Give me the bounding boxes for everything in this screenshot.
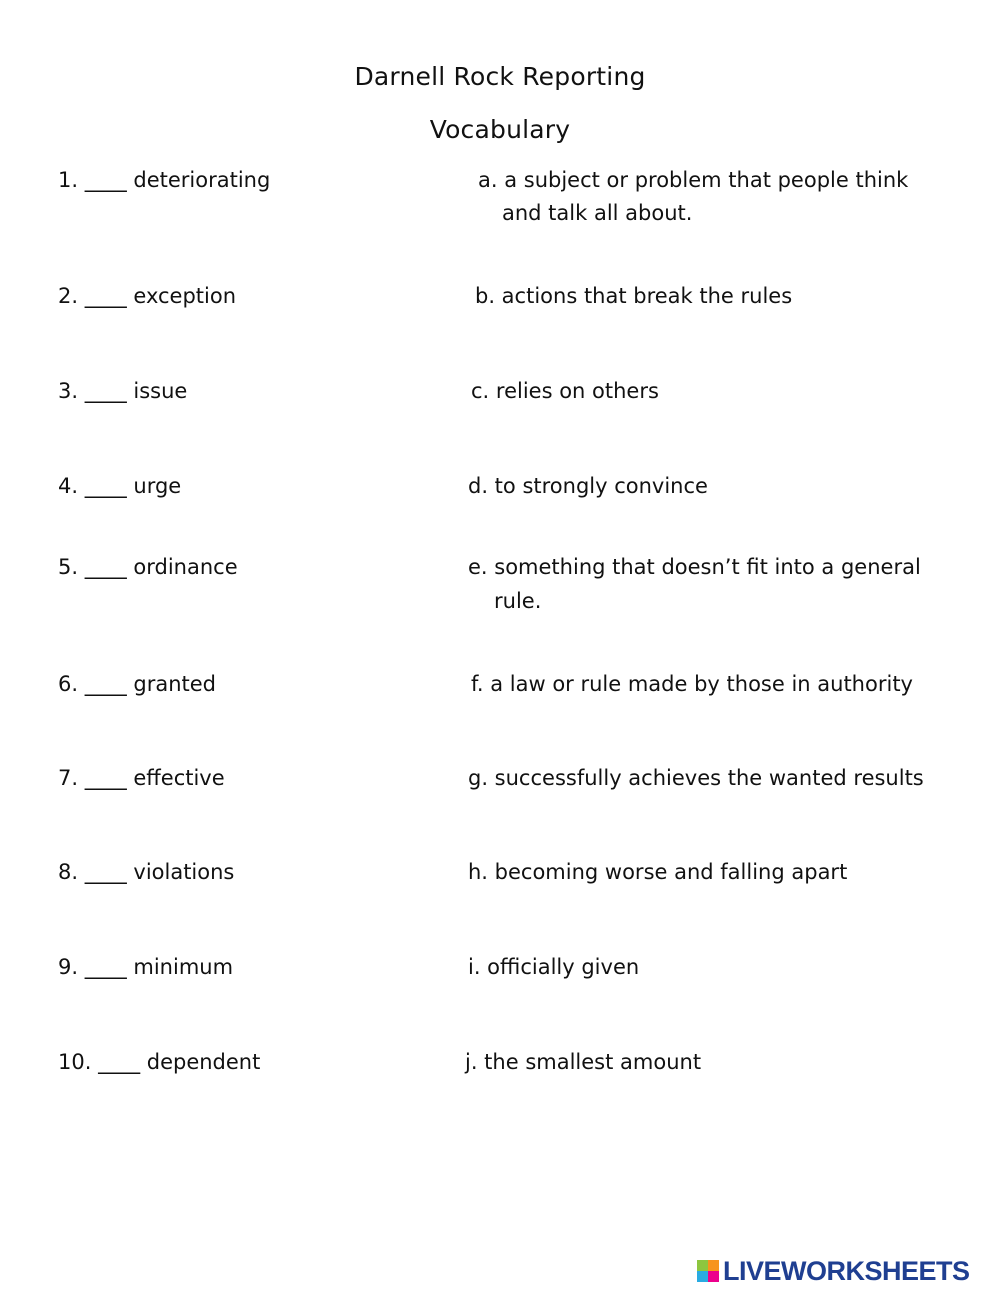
logo-square [708,1260,719,1271]
term-item: 6. ____ granted [58,672,217,696]
logo-square [697,1271,708,1282]
term-item: 8. ____ violations [58,860,235,884]
term-item: 9. ____ minimum [58,955,234,979]
definition-item: a. a subject or problem that people think [478,168,909,192]
definition-item: f. a law or rule made by those in authority [471,672,913,696]
definition-item: b. actions that break the rules [475,284,793,308]
term-item: 10. ____ dependent [58,1050,261,1074]
term-item: 1. ____ deteriorating [58,168,271,192]
definition-continuation: and talk all about. [502,201,693,225]
definition-item: j. the smallest amount [465,1050,702,1074]
definition-continuation: rule. [494,589,542,613]
logo-squares-icon [697,1260,719,1282]
worksheet-subtitle: Vocabulary [429,115,571,144]
definition-item: g. successfully achieves the wanted results [468,766,924,790]
term-item: 5. ____ ordinance [58,555,238,579]
definition-item: h. becoming worse and falling apart [468,860,848,884]
term-item: 2. ____ exception [58,284,237,308]
liveworksheets-logo [697,1254,970,1288]
definition-item: i. officially given [468,955,640,979]
term-item: 7. ____ effective [58,766,225,790]
logo-square [697,1260,708,1271]
definition-item: d. to strongly convince [468,474,708,498]
definition-item: c. relies on others [471,379,659,403]
worksheet-title: Darnell Rock Reporting [354,62,646,91]
definition-item: e. something that doesn’t fit into a general [468,555,921,579]
term-item: 4. ____ urge [58,474,182,498]
term-item: 3. ____ issue [58,379,188,403]
logo-text: LIVEWORKSHEETS [723,1255,970,1286]
logo-square [708,1271,719,1282]
